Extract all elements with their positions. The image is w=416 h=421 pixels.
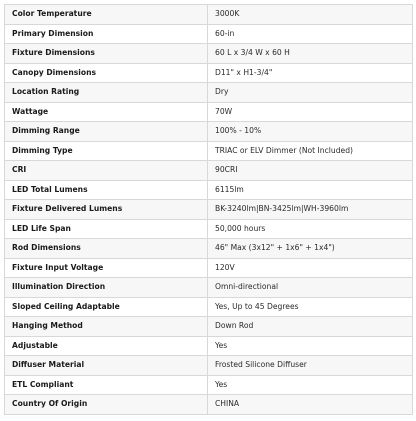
spec-label: Illumination Direction [5,278,208,298]
spec-value: 90CRI [208,161,413,181]
spec-value: Yes [208,375,413,395]
spec-row [5,44,413,64]
spec-label: LED Life Span [5,219,208,239]
spec-label: Color Temperature [5,5,208,25]
spec-label: CRI [5,161,208,181]
spec-row [5,297,413,317]
spec-value: CHINA [208,395,413,415]
spec-row [5,24,413,44]
spec-row [5,5,413,25]
spec-table-body [5,5,413,415]
spec-row [5,258,413,278]
spec-row [5,200,413,220]
spec-value: 6115lm [208,180,413,200]
spec-value: TRIAC or ELV Dimmer (Not Included) [208,141,413,161]
spec-value: 120V [208,258,413,278]
spec-label: Hanging Method [5,317,208,337]
spec-row [5,278,413,298]
spec-label: Wattage [5,102,208,122]
spec-row [5,317,413,337]
spec-row [5,161,413,181]
spec-value: 50,000 hours [208,219,413,239]
spec-value: Dry [208,83,413,103]
spec-label: Dimming Type [5,141,208,161]
spec-value: BK-3240lm|BN-3425lm|WH-3960lm [208,200,413,220]
spec-row [5,336,413,356]
spec-label: Fixture Delivered Lumens [5,200,208,220]
spec-value: 60 L x 3/4 W x 60 H [208,44,413,64]
spec-label: Primary Dimension [5,24,208,44]
spec-value: Yes [208,336,413,356]
spec-label: Canopy Dimensions [5,63,208,83]
spec-label: Country Of Origin [5,395,208,415]
spec-label: Location Rating [5,83,208,103]
spec-value: Yes, Up to 45 Degrees [208,297,413,317]
spec-row [5,219,413,239]
spec-value: Frosted Silicone Diffuser [208,356,413,376]
spec-row [5,180,413,200]
spec-row [5,395,413,415]
spec-label: Fixture Input Voltage [5,258,208,278]
spec-row [5,63,413,83]
spec-value: Down Rod [208,317,413,337]
spec-value: 3000K [208,5,413,25]
spec-label: LED Total Lumens [5,180,208,200]
spec-label: Adjustable [5,336,208,356]
spec-row [5,356,413,376]
spec-value: D11" x H1-3/4" [208,63,413,83]
spec-row [5,141,413,161]
spec-label: Dimming Range [5,122,208,142]
spec-label: Diffuser Material [5,356,208,376]
spec-value: 60-in [208,24,413,44]
spec-row [5,83,413,103]
spec-row [5,102,413,122]
spec-label: ETL Compliant [5,375,208,395]
spec-label: Rod Dimensions [5,239,208,259]
spec-label: Sloped Ceiling Adaptable [5,297,208,317]
spec-row [5,375,413,395]
spec-value: 46" Max (3x12" + 1x6" + 1x4") [208,239,413,259]
spec-table [4,4,413,415]
spec-value: Omni-directional [208,278,413,298]
spec-row [5,239,413,259]
spec-value: 70W [208,102,413,122]
spec-row [5,122,413,142]
spec-value: 100% - 10% [208,122,413,142]
spec-label: Fixture Dimensions [5,44,208,64]
